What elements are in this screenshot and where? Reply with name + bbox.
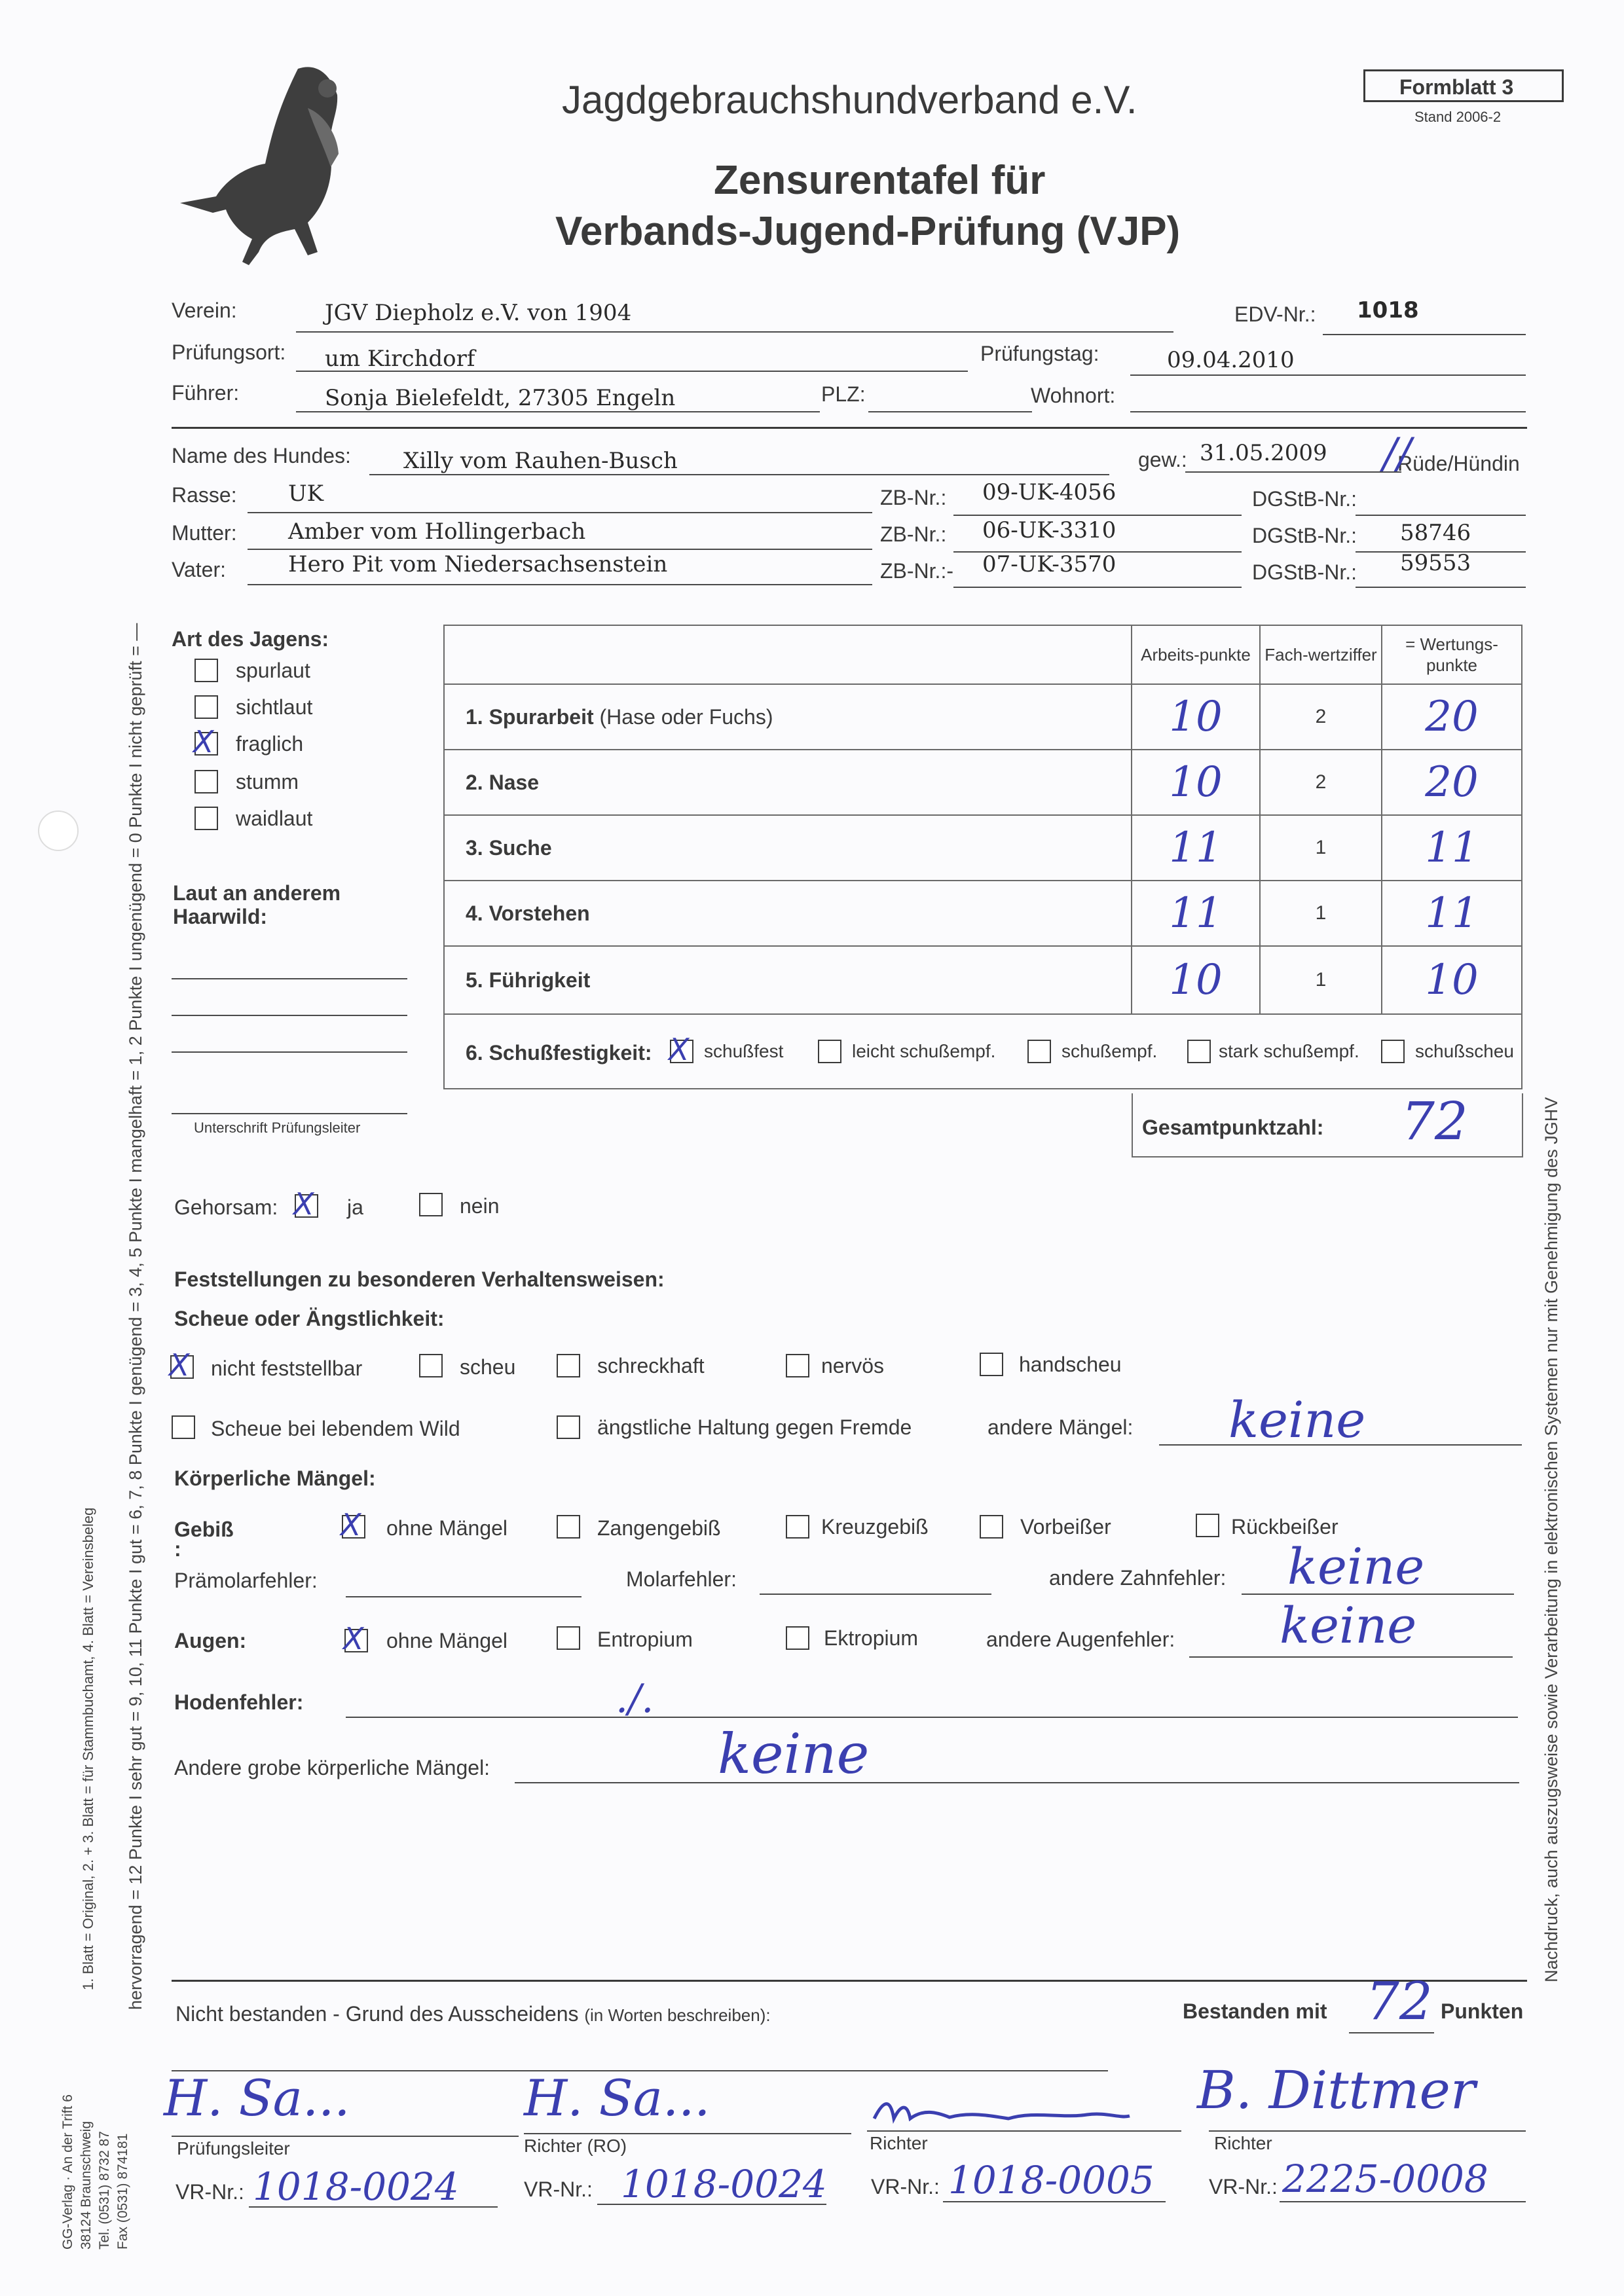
gehorsam-ja-checkbox[interactable] xyxy=(293,1186,318,1222)
publisher-line-2: 38124 Braunschweig xyxy=(79,2121,94,2250)
wohnort-line xyxy=(1130,411,1526,412)
schuss-scheu-label: schußscheu xyxy=(1415,1041,1514,1061)
hund-label: Name des Hundes: xyxy=(172,444,351,467)
scheu-label: scheu xyxy=(460,1355,516,1379)
dgstb2-value: 58746 xyxy=(1400,520,1471,546)
scheue-wild-label: Scheue bei lebendem Wild xyxy=(211,1417,460,1440)
rasse-line xyxy=(248,512,872,513)
role-label: Richter xyxy=(870,2133,928,2153)
scheue-wild-checkbox[interactable] xyxy=(172,1415,195,1439)
fach-value: 2 xyxy=(1260,684,1382,750)
arbeit-value: 10 xyxy=(1132,946,1260,1014)
jagen-spurlaut-label: spurlaut xyxy=(236,659,310,682)
vr-label: VR-Nr.: xyxy=(524,2178,593,2201)
table-row xyxy=(444,815,1522,881)
gew-value: 31.05.2009 xyxy=(1200,440,1327,466)
rueckbeisser-label: Rückbeißer xyxy=(1231,1515,1338,1539)
verein-value: JGV Diepholz e.V. von 1904 xyxy=(325,300,632,326)
schuss-empf-label: schußempf. xyxy=(1061,1041,1158,1061)
rasse-label: Rasse: xyxy=(172,483,237,507)
jagen-waidlaut-checkbox[interactable] xyxy=(194,807,218,830)
ort-value: um Kirchdorf xyxy=(325,346,475,372)
punkten-label: Punkten xyxy=(1441,1999,1524,2023)
hoden-line xyxy=(346,1717,1518,1718)
role-label: Richter xyxy=(1214,2133,1272,2153)
head-wertung: = Wertungs-punkte xyxy=(1382,625,1522,684)
schuss-stark-checkbox[interactable] xyxy=(1187,1040,1211,1063)
stand-label: Stand 2006-2 xyxy=(1414,109,1502,125)
vr-value: 1018-0005 xyxy=(948,2158,1154,2202)
zb2-label: ZB-Nr.: xyxy=(880,522,947,546)
laut-line-3 xyxy=(172,1051,407,1053)
augenfehler-label: andere Augenfehler: xyxy=(986,1628,1175,1651)
arbeit-value: 10 xyxy=(1132,750,1260,815)
vr-line xyxy=(1280,2201,1526,2202)
hoden-value: ./. xyxy=(616,1676,654,1722)
laut-title: Laut an anderem Haarwild: xyxy=(173,881,341,928)
haltung-label: ängstliche Haltung gegen Fremde xyxy=(597,1415,912,1439)
fach-value: 1 xyxy=(1260,881,1382,946)
edv-value: 1018 xyxy=(1357,297,1419,323)
sex-label: Rüde/Hündin xyxy=(1397,452,1520,475)
row-label: 2. Nase xyxy=(466,770,540,794)
zb1-label: ZB-Nr.: xyxy=(880,486,947,509)
row-label: 1. Spurarbeit xyxy=(466,704,594,729)
nicht-bestanden-text: Nicht bestanden - Grund des Ausscheidens xyxy=(175,2002,579,2026)
vr-label: VR-Nr.: xyxy=(175,2180,244,2204)
check-mark-icon: X xyxy=(669,1032,690,1067)
signature-scribble xyxy=(871,2092,1133,2132)
row-label-extra: (Hase oder Fuchs) xyxy=(593,704,773,729)
signature-line xyxy=(524,2133,851,2134)
nicht-bestanden-label xyxy=(175,2002,771,2026)
wertung-value: 11 xyxy=(1382,881,1522,946)
schuss-row xyxy=(444,1014,1522,1089)
tag-line xyxy=(1130,374,1526,376)
punch-hole xyxy=(38,811,79,851)
schreckhaft-checkbox[interactable] xyxy=(557,1354,580,1377)
verhalten-title: Feststellungen zu besonderen Verhaltensweisen: xyxy=(174,1267,665,1291)
zb1-line xyxy=(953,515,1242,516)
head-fach: Fach-wertziffer xyxy=(1260,625,1382,684)
row-label: 5. Führigkeit xyxy=(466,968,591,992)
koerper-title: Körperliche Mängel: xyxy=(174,1467,376,1490)
ektropium-checkbox[interactable] xyxy=(786,1626,809,1650)
handscheu-checkbox[interactable] xyxy=(980,1353,1003,1376)
gehorsam-nein-label: nein xyxy=(460,1194,500,1218)
mutter-value: Amber vom Hollingerbach xyxy=(288,519,586,545)
molar-line xyxy=(760,1594,991,1595)
jagen-title: Art des Jagens: xyxy=(172,627,329,651)
kreuzgebiss-checkbox[interactable] xyxy=(786,1515,809,1539)
laut-line-1 xyxy=(172,978,407,979)
gebiss-colon: : xyxy=(174,1537,181,1561)
zb3-line xyxy=(953,587,1242,588)
schuss-leicht-label: leicht schußempf. xyxy=(852,1041,996,1061)
formblatt-label: Formblatt 3 xyxy=(1399,75,1514,99)
check-mark-icon: X xyxy=(341,1507,361,1542)
entropium-label: Entropium xyxy=(597,1628,693,1651)
gew-label: gew.: xyxy=(1138,448,1187,471)
augen-ohne-label: ohne Mängel xyxy=(386,1629,508,1652)
nicht-feststellbar-checkbox[interactable] xyxy=(169,1347,194,1383)
rasse-value: UK xyxy=(288,481,324,507)
dgstb2-label: DGStB-Nr.: xyxy=(1252,524,1357,547)
gehorsam-nein-checkbox[interactable] xyxy=(419,1193,443,1216)
schuss-stark-label: stark schußempf. xyxy=(1219,1041,1359,1061)
section-divider xyxy=(172,427,1527,429)
zangengebiss-label: Zangengebiß xyxy=(597,1516,721,1540)
publisher-line-4: Fax (0531) 874181 xyxy=(115,2133,130,2250)
vr-value: 1018-0024 xyxy=(621,2162,827,2206)
jagen-fraglich-label: fraglich xyxy=(236,732,304,756)
zahnfehler-value: keine xyxy=(1287,1537,1425,1595)
grobe-label: Andere grobe körperliche Mängel: xyxy=(174,1756,490,1779)
gebiss-label: Gebiß xyxy=(174,1518,234,1541)
vater-value: Hero Pit vom Niedersachsenstein xyxy=(288,551,668,577)
jagen-stumm-checkbox[interactable] xyxy=(194,770,218,793)
fach-value: 2 xyxy=(1260,750,1382,815)
table-row xyxy=(444,881,1522,946)
fuehrer-label: Führer: xyxy=(172,381,240,405)
hund-value: Xilly vom Rauhen-Busch xyxy=(403,448,678,474)
ort-label: Prüfungsort: xyxy=(172,340,286,364)
fach-value: 1 xyxy=(1260,946,1382,1014)
rueckbeisser-checkbox[interactable] xyxy=(1196,1514,1219,1537)
role-label: Prüfungsleiter xyxy=(177,2138,290,2159)
nervoes-checkbox[interactable] xyxy=(786,1354,809,1377)
gesamt-label: Gesamtpunktzahl: xyxy=(1142,1116,1324,1139)
vr-value: 1018-0024 xyxy=(253,2164,459,2209)
praemolar-label: Prämolarfehler: xyxy=(174,1569,318,1592)
schreckhaft-label: schreckhaft xyxy=(597,1354,705,1377)
dgstb1-line xyxy=(1356,515,1526,516)
laut-line-2 xyxy=(172,1015,407,1016)
jagen-sichtlaut-checkbox[interactable] xyxy=(194,695,218,719)
augenfehler-line xyxy=(1189,1656,1513,1658)
plz-line xyxy=(868,411,1032,412)
vater-label: Vater: xyxy=(172,558,226,581)
dgstb1-label: DGStB-Nr.: xyxy=(1252,487,1357,511)
check-mark-icon: X xyxy=(169,1347,190,1383)
edv-label: EDV-Nr.: xyxy=(1234,302,1316,326)
gehorsam-label: Gehorsam: xyxy=(174,1195,278,1219)
scheue-title: Scheue oder Ängstlichkeit: xyxy=(174,1307,445,1330)
score-table xyxy=(443,625,1522,1089)
hund-line xyxy=(369,474,1109,475)
jagen-fraglich-checkbox[interactable] xyxy=(193,724,218,759)
vorbeisser-label: Vorbeißer xyxy=(1020,1515,1111,1539)
hoden-label: Hodenfehler: xyxy=(174,1690,304,1714)
ektropium-label: Ektropium xyxy=(824,1626,919,1650)
schuss-label: 6. Schußfestigkeit: xyxy=(466,1041,652,1065)
row-label: 4. Vorstehen xyxy=(466,901,590,925)
dgstb3-label: DGStB-Nr.: xyxy=(1252,560,1357,584)
augen-ohne-checkbox[interactable] xyxy=(343,1621,368,1656)
andere-maengel-label: andere Mängel: xyxy=(987,1415,1134,1439)
vr-label: VR-Nr.: xyxy=(1209,2175,1278,2198)
unterschrift-label: Unterschrift Prüfungsleiter xyxy=(194,1120,361,1136)
fach-value: 1 xyxy=(1260,815,1382,881)
unterschrift-line xyxy=(172,1113,407,1114)
dgstb3-line xyxy=(1356,587,1526,588)
schuss-scheu-checkbox[interactable] xyxy=(1381,1040,1405,1063)
zb2-value: 06-UK-3310 xyxy=(982,517,1116,543)
head-arbeit: Arbeits-punkte xyxy=(1132,625,1260,684)
sex-mark: // xyxy=(1383,429,1412,478)
bestanden-line xyxy=(1349,2032,1434,2033)
dgstb3-value: 59553 xyxy=(1400,550,1471,576)
arbeit-value: 11 xyxy=(1132,815,1260,881)
bestanden-value: 72 xyxy=(1366,1971,1433,2032)
signature-line xyxy=(867,2130,1181,2132)
bestanden-label: Bestanden mit xyxy=(1183,1999,1327,2023)
zb3-value: 07-UK-3570 xyxy=(982,551,1116,577)
gehorsam-ja-label: ja xyxy=(347,1195,363,1219)
publisher-line-3: Tel. (0531) 8732 87 xyxy=(97,2131,112,2250)
molar-label: Molarfehler: xyxy=(626,1567,737,1591)
entropium-checkbox[interactable] xyxy=(557,1626,580,1650)
publisher-line-1: GG-Verlag · An der Trift 6 xyxy=(60,2094,75,2250)
reprint-notice-text: Nachdruck, auch auszugsweise sowie Verarbeitung in elektronischen Systemen nur mit Genehmigung des JGHV xyxy=(1541,1097,1561,1982)
kreuzgebiss-label: Kreuzgebiß xyxy=(821,1515,929,1539)
gew-line xyxy=(1185,471,1401,473)
check-mark-icon: X xyxy=(193,724,214,759)
gebiss-ohne-label: ohne Mängel xyxy=(386,1516,508,1540)
wertung-value: 10 xyxy=(1382,946,1522,1014)
mutter-label: Mutter: xyxy=(172,521,237,545)
form-title-line1: Zensurentafel für xyxy=(714,158,1046,203)
verein-line xyxy=(296,331,1173,333)
zahnfehler-label: andere Zahnfehler: xyxy=(1049,1566,1227,1590)
mutter-line xyxy=(248,549,872,550)
dog-logo-icon xyxy=(167,56,370,272)
zb1-value: 09-UK-4056 xyxy=(982,479,1116,505)
jagen-stumm-label: stumm xyxy=(236,770,299,793)
role-label: Richter (RO) xyxy=(524,2136,627,2156)
gebiss-ohne-checkbox[interactable] xyxy=(341,1507,365,1542)
jagen-spurlaut-checkbox[interactable] xyxy=(194,659,218,682)
tag-label: Prüfungstag: xyxy=(980,342,1099,365)
check-mark-icon: X xyxy=(343,1621,364,1656)
schuss-empf-checkbox[interactable] xyxy=(1027,1040,1051,1063)
form-title-line2: Verbands-Jugend-Prüfung (VJP) xyxy=(555,209,1181,254)
tag-value: 09.04.2010 xyxy=(1167,347,1295,373)
edv-line xyxy=(1323,334,1526,335)
scheu-checkbox[interactable] xyxy=(419,1354,443,1377)
augen-label: Augen: xyxy=(174,1629,247,1652)
copy-distribution-text: 1. Blatt = Original, 2. + 3. Blatt = für Stammbuchamt, 4. Blatt = Vereinsbeleg xyxy=(80,1507,96,1990)
praemolar-line xyxy=(346,1596,581,1597)
row-label: 3. Suche xyxy=(466,835,552,860)
nervoes-label: nervös xyxy=(821,1354,885,1377)
arbeit-value: 11 xyxy=(1132,881,1260,946)
zb3-label: ZB-Nr.:- xyxy=(880,559,953,583)
haltung-checkbox[interactable] xyxy=(557,1415,580,1439)
vorbeisser-checkbox[interactable] xyxy=(980,1515,1003,1539)
wertung-value: 20 xyxy=(1382,750,1522,815)
fuehrer-line xyxy=(296,411,820,412)
arbeit-value: 10 xyxy=(1132,684,1260,750)
grading-scale-text: hervorragend = 12 Punkte I sehr gut = 9, 10, 11 Punkte I gut = 6, 7, 8 Punkte I genügend = 3, 4, 5 Punkte I mangelhaft = 1, 2 Punkte I ungenügend = 0 Punkte I nicht geprüft = — xyxy=(126,623,145,2010)
schuss-schussfest-label: schußfest xyxy=(704,1041,784,1061)
gesamt-value: 72 xyxy=(1401,1091,1468,1152)
schuss-leicht-checkbox[interactable] xyxy=(818,1040,841,1063)
signature: H. Sa... xyxy=(524,2069,710,2127)
formblatt-box xyxy=(1363,69,1564,102)
result-divider xyxy=(172,1980,1527,1982)
nicht-feststellbar-label: nicht feststellbar xyxy=(211,1357,363,1380)
org-name: Jagdgebrauchshundverband e.V. xyxy=(562,78,1137,122)
grobe-value: keine xyxy=(718,1722,870,1786)
fuehrer-value: Sonja Bielefeldt, 27305 Engeln xyxy=(325,385,676,411)
vr-value: 2225-0008 xyxy=(1282,2157,1488,2201)
vr-label: VR-Nr.: xyxy=(871,2175,940,2198)
table-row xyxy=(444,946,1522,1014)
nicht-bestanden-note: (in Worten beschreiben): xyxy=(584,2005,771,2025)
table-row xyxy=(444,750,1522,815)
plz-label: PLZ: xyxy=(821,382,866,406)
signature-line xyxy=(172,2136,519,2137)
wertung-value: 11 xyxy=(1382,815,1522,881)
signature: B. Dittmer xyxy=(1197,2060,1476,2121)
augenfehler-value: keine xyxy=(1280,1596,1417,1654)
andere-maengel-value: keine xyxy=(1228,1391,1366,1449)
signature-line xyxy=(1209,2130,1526,2132)
signature: H. Sa... xyxy=(164,2069,350,2127)
verein-label: Verein: xyxy=(172,299,237,322)
handscheu-label: handscheu xyxy=(1019,1353,1122,1376)
table-row xyxy=(444,684,1522,750)
schuss-schussfest-checkbox[interactable] xyxy=(669,1032,693,1067)
zangengebiss-checkbox[interactable] xyxy=(557,1515,580,1539)
gesamt-box xyxy=(1132,1093,1523,1157)
vater-line xyxy=(248,584,872,585)
check-mark-icon: X xyxy=(293,1186,314,1222)
wertung-value: 20 xyxy=(1382,684,1522,750)
jagen-waidlaut-label: waidlaut xyxy=(236,807,313,830)
jagen-sichtlaut-label: sichtlaut xyxy=(236,695,313,719)
wohnort-label: Wohnort: xyxy=(1031,384,1116,407)
grobe-line xyxy=(515,1782,1519,1783)
